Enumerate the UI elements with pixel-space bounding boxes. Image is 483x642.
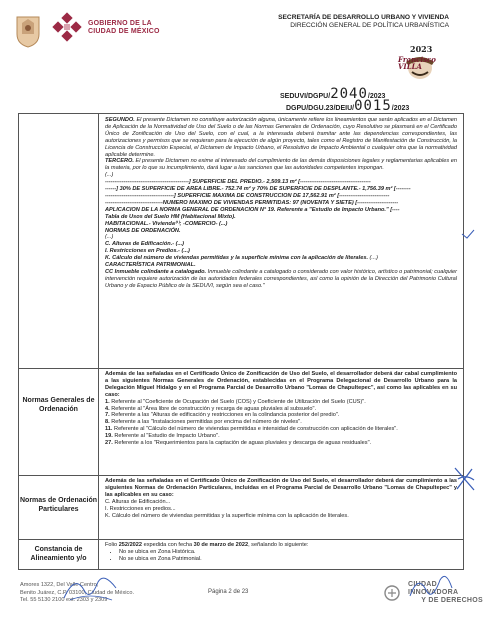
intro-cell [105, 117, 457, 290]
signature-icon [60, 570, 120, 606]
norma-text: Referente al "Cálculo del número de viviendas permitidas e intensidad de construcción con aplicación de literales". [112, 426, 398, 433]
signature-icon [406, 566, 456, 606]
row-divider [19, 368, 463, 369]
calculo-viviendas: K. Cálculo del número de viviendas permitidas y la superficie mínima con la aplicación de literales. [105, 255, 368, 262]
constancia-list [105, 549, 457, 563]
normas-ordenacion-heading: NORMAS DE ORDENACIÓN. [105, 227, 181, 234]
norma-text: Referente al "Área libre de construcción y recarga de aguas pluviales al subsuelo". [109, 405, 317, 412]
normas-generales-cell [105, 371, 457, 447]
row-divider [19, 539, 463, 540]
direccion-title: DIRECCIÓN GENERAL DE POLÍTICA URBANÍSTICA [290, 22, 449, 29]
particular-item: C. Alturas de Edificación... [105, 498, 171, 505]
ref1-suffix: /2023 [367, 93, 386, 100]
normas-particulares-cell [105, 478, 457, 519]
constancia-bullet: • No se ubica en Zona Patrimonial. [119, 556, 457, 563]
norma-text: Referente al "Estudio de Impacto Urbano". [112, 433, 220, 440]
gov-line-1: GOBIERNO DE LA [88, 20, 152, 27]
norma-number: 7. [105, 412, 110, 419]
government-logo-text [88, 20, 160, 36]
ref1-prefix: SEDUVI/DGPU/ [280, 93, 331, 100]
ink-mark-icon [452, 464, 478, 494]
norma-text: Referente a las "Alturas de edificación y restricciones en la colindancia posterior del predio". [109, 412, 340, 419]
norma-text: Referente a las "Instalaciones permitidas por encima del número de niveles". [109, 419, 302, 426]
gov-line-2: CIUDAD DE MÉXICO [88, 28, 160, 35]
ref2-prefix: DGPU/DGU.23/DEIU/ [286, 105, 355, 112]
norma-number: 19. [105, 433, 113, 440]
ref2-handwritten-number: 0015 [354, 98, 392, 114]
norma-number: 4. [105, 405, 110, 412]
tercero-text: El presente Dictamen no exime al interesado del cumplimiento de las demás disposiciones legales y reglamentarias aplicables en la materia, por lo que su incumplimiento, dará lugar a las sanciones que las autoridades competentes impongan. [105, 158, 457, 172]
ellipsis-1: (...) [105, 172, 114, 179]
folio-date: 30 de marzo de 2022 [193, 542, 249, 548]
norma-item [105, 419, 457, 426]
segundo-text: El presente Dictamen no constituye autorización alguna, únicamente refiere los lineamientos que serán aplicados en el Dictamen de Aplicación de la Normatividad de Uso del Suelo o de las Normas Generales de Ordenación, cuyo Resolutivo se plasmará en el Certificado Único de Zonificación de Uso del Suelo, con el cual, a la interesada deberá tramitar ante las dependencias correspondientes, las autorizaciones y permisos que se requieran para la ejecución de algún proyecto, tales como el Registro de Manifestación de Construcción, la Licencia de Construcción Especial, el Dictamen de Impacto Urbano, el Resolutivo de Impacto Ambiental o cualquier otra que la normatividad aplicable determine. [105, 117, 457, 158]
numero-maximo-viviendas: -------------------------------NÚMERO MÁXIMO DE VIVIENDAS PERMITIDAS: 97 (NOVENTA Y SIETE) [---------------------- [105, 199, 399, 206]
norma-number: 1. [105, 398, 110, 405]
aplicacion-norma-19: APLICACIÓN DE LA NORMA GENERAL DE ORDENACIÓN N° 19. Referente a "Estudio de Impacto Urbano." [---- [105, 206, 400, 213]
ciudad-innovadora-icon [383, 584, 401, 602]
particular-item: K. Cálculo del número de viviendas permitidas y la superficie mínima con la aplicación de literales. [105, 512, 349, 519]
slogan-line-1: CIUDAD INNOVADORA [408, 581, 459, 596]
dictamen-table [18, 113, 464, 570]
reference-number-dgpu [286, 98, 409, 114]
tercero-label: TERCERO. [105, 158, 134, 165]
norma-item [105, 426, 457, 433]
villa-line-1: Francisco [398, 55, 436, 64]
normas-particulares-label: Normas de Ordenación Particulares [19, 497, 98, 513]
norma-number: 8. [105, 419, 110, 426]
tabla-usos: Tabla de Usos del Suelo HM (Habitacional Mixto). [105, 213, 236, 220]
page-number: Página 2 de 23 [208, 589, 249, 595]
constancia-label: Constancia de Alineamiento y/o [30, 546, 87, 562]
cc-text: Inmueble colindante a catalogado o considerado con valor histórico, artístico o patrimonial; cualquier intervención requiere autorización de las autoridades federales correspondientes, así como la opinión de la Dirección del Patrimonio Cultural Urbano y de Espacio Público de la SEDUVI, según sea el caso." [105, 268, 458, 289]
cdmx-logo-icon [50, 12, 84, 46]
norma-item [105, 433, 457, 440]
slogan-line-2: Y DE DERECHOS [421, 597, 483, 604]
constancia-bullet: • No se ubica en Zona Histórica. [119, 549, 457, 556]
constancia-text-b: expedida con fecha [142, 542, 194, 548]
norma-item [105, 399, 457, 406]
norma-text: Referente a los "Requerimientos para la captación de aguas pluviales y descarga de aguas residuales". [112, 440, 372, 447]
normas-generales-label: Normas Generales de Ordenación [22, 397, 95, 413]
cdmx-coat-of-arms-icon [14, 14, 42, 48]
constancia-text-a: Folio [105, 542, 119, 548]
calculo-tail: (...) [368, 255, 378, 262]
caracteristica-patrimonial: CARACTERÍSTICA PATRIMONIAL. [105, 262, 196, 269]
secretaria-title: SECRETARÍA DE DESARROLLO URBANO Y VIVIENDA [278, 14, 449, 21]
cc-label: CC Inmueble colindante a catalogado. [105, 268, 207, 275]
address-line-1: Amores 1322, Del Valle Centro, [20, 582, 99, 588]
habitacional: HABITACIONAL.- Vivienda⁽¹⁾; -COMERCIO- (...) [105, 220, 228, 227]
superficie-predio: ---------------------------------------------] SUPERFICIE DEL PREDIO.- 2,509.13 m² [-------------------------------------- [105, 179, 371, 186]
villa-line-2: VILLA [398, 62, 422, 71]
francisco-villa-label [398, 56, 436, 70]
alturas-edificacion: C. Alturas de Edificación.- (...) [105, 241, 185, 248]
segundo-label: SEGUNDO. [105, 117, 135, 123]
ellipsis-2: (...) [105, 234, 114, 241]
constancia-text-c: , señalando lo siguiente: [248, 542, 309, 548]
normas-generales-intro: Además de las señaladas en el Certificado Único de Zonificación de Uso del Suelo, el desarrollador deberá dar cabal cumplimiento a las siguientes Normas Generales de Ordenación, establecidas en el Programa Delegacional de Desarrollo Urbano para la Delegación Miguel Hidalgo y en el Programa Parcial de Desarrollo Urbano "Lomas de Chapultepec", así como las aplicables en su caso: [105, 371, 457, 398]
address-line-3: Tel. 55 5130 2100 ext. 2303 y 2309 [20, 597, 108, 603]
folio-number: 252/2022 [118, 542, 143, 548]
norma-item [105, 412, 457, 419]
superficie-maxima: -------------------------------------] SUPERFICIE MÁXIMA DE CONSTRUCCIÓN DE 17,562.91 m² [--------------------------- [105, 192, 390, 199]
norma-item [105, 406, 457, 413]
address-line-2: Benito Juárez, C.P. 03100, Ciudad de México. [20, 589, 135, 596]
norma-number: 11. [105, 426, 113, 433]
year-2023-label: 2023 [410, 44, 433, 54]
constancia-cell [105, 542, 457, 563]
ref1-handwritten-number: 2040 [330, 86, 368, 102]
norma-item [105, 440, 457, 447]
row-divider [19, 475, 463, 476]
norma-text: Referente al "Coeficiente de Ocupación del Suelo (COS) y Coeficiente de Utilización del Suelo (CUS)". [109, 398, 366, 405]
particular-item: I. Restricciones en predios... [105, 505, 176, 512]
restricciones-predios: I. Restricciones en Predios.- (...) [105, 248, 190, 255]
area-libre: ------] 30% DE SUPERFICIE DE ÁREA LIBRE.- 752.74 m² y 70% DE SUPERFICIE DE DESPLANTE.- 1,756.39 m² [-------- [105, 186, 411, 193]
ink-tick-icon [460, 228, 476, 240]
dependency-header [278, 14, 449, 30]
norma-number: 27. [105, 440, 113, 447]
normas-particulares-intro: Además de las señaladas en el Certificado Único de Zonificación de Uso del Suelo, el desarrollador deberá dar cumplimiento a las siguientes Normas de Ordenación Particulares, incluidas en el Programa Parcial de Desarrollo Urbano "Lomas de Chapultepec" y las aplicables en su caso: [105, 478, 457, 498]
ref2-suffix: /2023 [391, 105, 410, 112]
